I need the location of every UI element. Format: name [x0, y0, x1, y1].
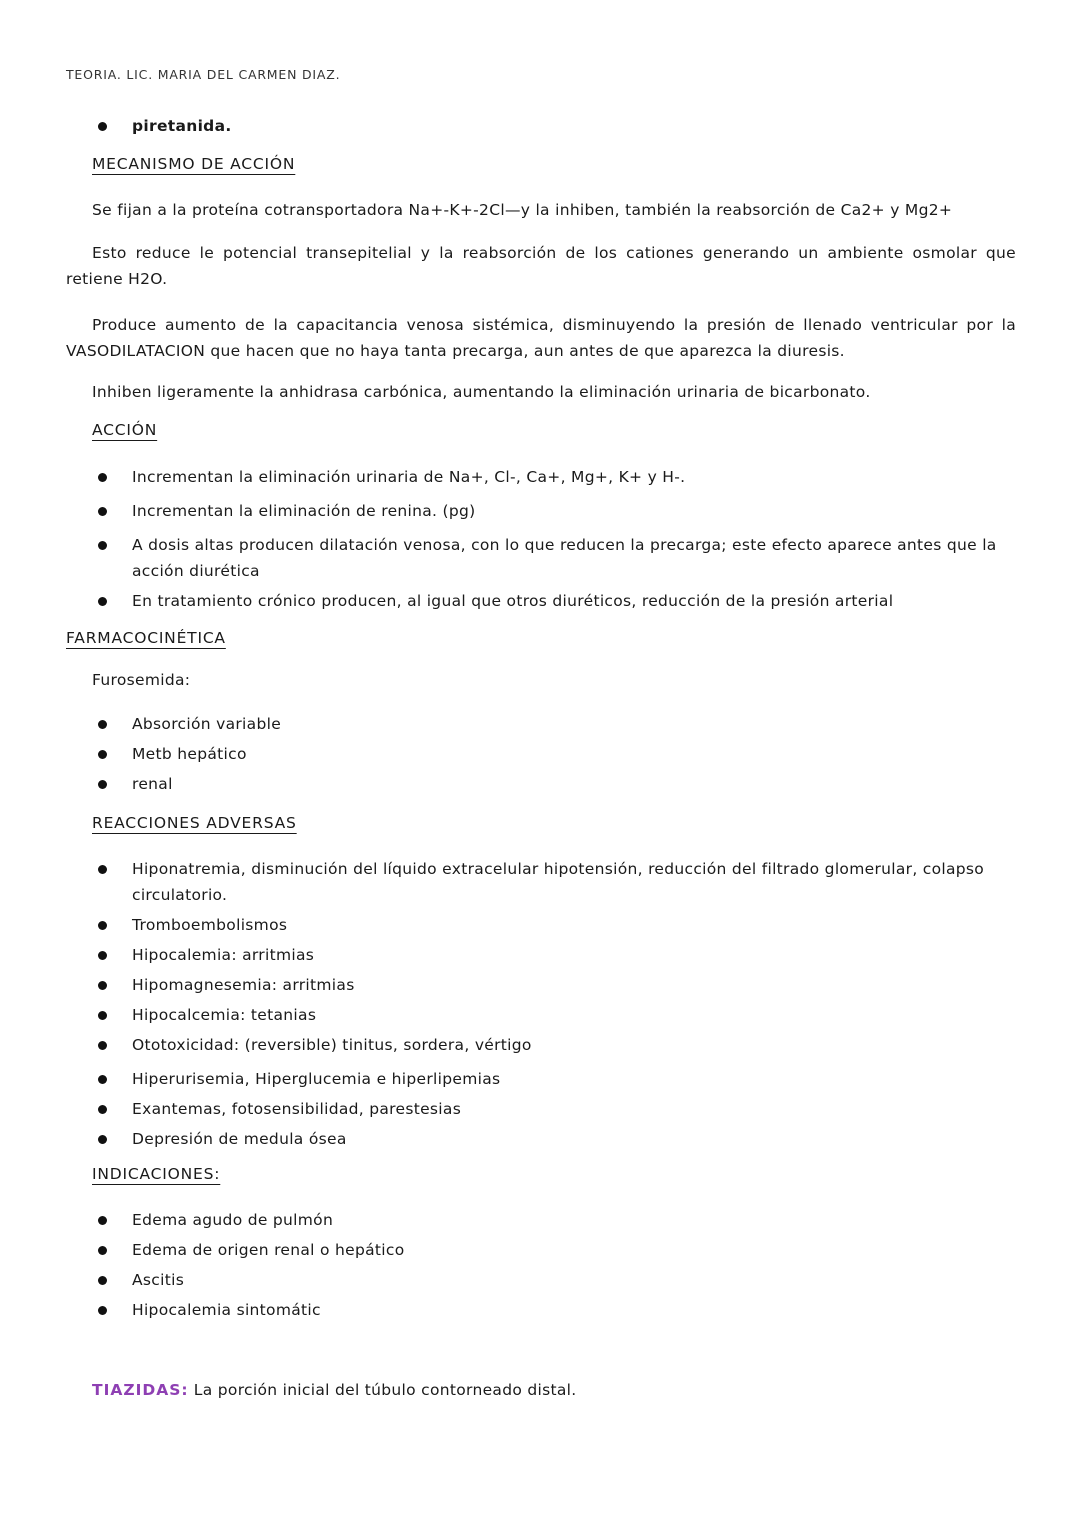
reacciones-list: [66, 856, 1016, 1152]
heading-reacciones: REACCIONES ADVERSAS: [92, 814, 297, 832]
list-item: renal: [66, 771, 1016, 797]
top-list: [66, 113, 1016, 139]
farmacocinetica-list: [66, 711, 1016, 797]
list-item: Incrementan la eliminación de renina. (pg): [66, 498, 1016, 524]
bullet-icon: [98, 865, 107, 874]
bullet-icon: [98, 1011, 107, 1020]
bullet-icon: [98, 981, 107, 990]
bullet-icon: [98, 1246, 107, 1255]
tiazidas-line: [92, 1377, 1016, 1403]
list-item: Hipocalemia: arritmias: [66, 942, 1016, 968]
bullet-icon: [98, 720, 107, 729]
bullet-icon: [98, 1276, 107, 1285]
bullet-icon: [98, 951, 107, 960]
list-item: Absorción variable: [66, 711, 1016, 737]
bullet-icon: [98, 1216, 107, 1225]
bullet-icon: [98, 122, 107, 131]
bullet-icon: [98, 1306, 107, 1315]
list-item: Hipocalcemia: tetanias: [66, 1002, 1016, 1028]
list-item: Ototoxicidad: (reversible) tinitus, sordera, vértigo: [66, 1032, 1016, 1058]
bullet-icon: [98, 921, 107, 930]
heading-farmacocinetica: FARMACOCINÉTICA: [66, 629, 226, 647]
heading-mecanismo: MECANISMO DE ACCIÓN: [92, 155, 296, 173]
tiazidas-text: La porción inicial del túbulo contorneado distal.: [188, 1381, 577, 1399]
list-item: En tratamiento crónico producen, al igual que otros diuréticos, reducción de la presión arterial: [66, 588, 1016, 614]
list-item: Hiponatremia, disminución del líquido extracelular hipotensión, reducción del filtrado glomerular, colapso circulatorio.: [66, 856, 1016, 908]
indicaciones-list: [66, 1207, 1016, 1323]
list-item: Exantemas, fotosensibilidad, parestesias: [66, 1096, 1016, 1122]
bullet-icon: [98, 780, 107, 789]
list-item: Ascitis: [66, 1267, 1016, 1293]
list-item: Metb hepático: [66, 741, 1016, 767]
bullet-icon: [98, 473, 107, 482]
list-item: Hipomagnesemia: arritmias: [66, 972, 1016, 998]
heading-indicaciones: INDICACIONES:: [92, 1165, 221, 1183]
page-header: TEORIA. LIC. MARIA DEL CARMEN DIAZ.: [66, 67, 341, 82]
bullet-icon: [98, 507, 107, 516]
bullet-icon: [98, 541, 107, 550]
list-item: Tromboembolismos: [66, 912, 1016, 938]
bullet-icon: [98, 750, 107, 759]
subheading-furosemida: Furosemida:: [92, 671, 191, 689]
list-item: Edema agudo de pulmón: [66, 1207, 1016, 1233]
bullet-icon: [98, 1075, 107, 1084]
paragraph: Inhiben ligeramente la anhidrasa carbónica, aumentando la eliminación urinaria de bicarbonato.: [92, 383, 871, 401]
list-item: A dosis altas producen dilatación venosa, con lo que reducen la precarga; este efecto aparece antes que la acción diurética: [66, 532, 1016, 584]
paragraph: Produce aumento de la capacitancia venosa sistémica, disminuyendo la presión de llenado ventricular por la VASODILATACION que hacen que no haya tanta precarga, aun antes de que aparezca la diuresis.: [66, 316, 1016, 360]
list-item: Edema de origen renal o hepático: [66, 1237, 1016, 1263]
list-item: piretanida.: [66, 113, 1016, 139]
tiazidas-label: TIAZIDAS:: [92, 1381, 189, 1399]
heading-accion: ACCIÓN: [92, 421, 158, 439]
bullet-icon: [98, 597, 107, 606]
bullet-icon: [98, 1041, 107, 1050]
bullet-icon: [98, 1135, 107, 1144]
accion-list: [66, 464, 1016, 614]
paragraph: Se fijan a la proteína cotransportadora Na+-K+-2Cl—y la inhiben, también la reabsorción de Ca2+ y Mg2+: [92, 201, 953, 219]
paragraph: Esto reduce le potencial transepitelial y la reabsorción de los cationes generando un ambiente osmolar que retiene H2O.: [66, 244, 1016, 288]
list-item: Hiperurisemia, Hiperglucemia e hiperlipemias: [66, 1066, 1016, 1092]
list-item: Hipocalemia sintomátic: [66, 1297, 1016, 1323]
list-item: Incrementan la eliminación urinaria de Na+, Cl-, Ca+, Mg+, K+ y H-.: [66, 464, 1016, 490]
list-item: Depresión de medula ósea: [66, 1126, 1016, 1152]
bullet-icon: [98, 1105, 107, 1114]
